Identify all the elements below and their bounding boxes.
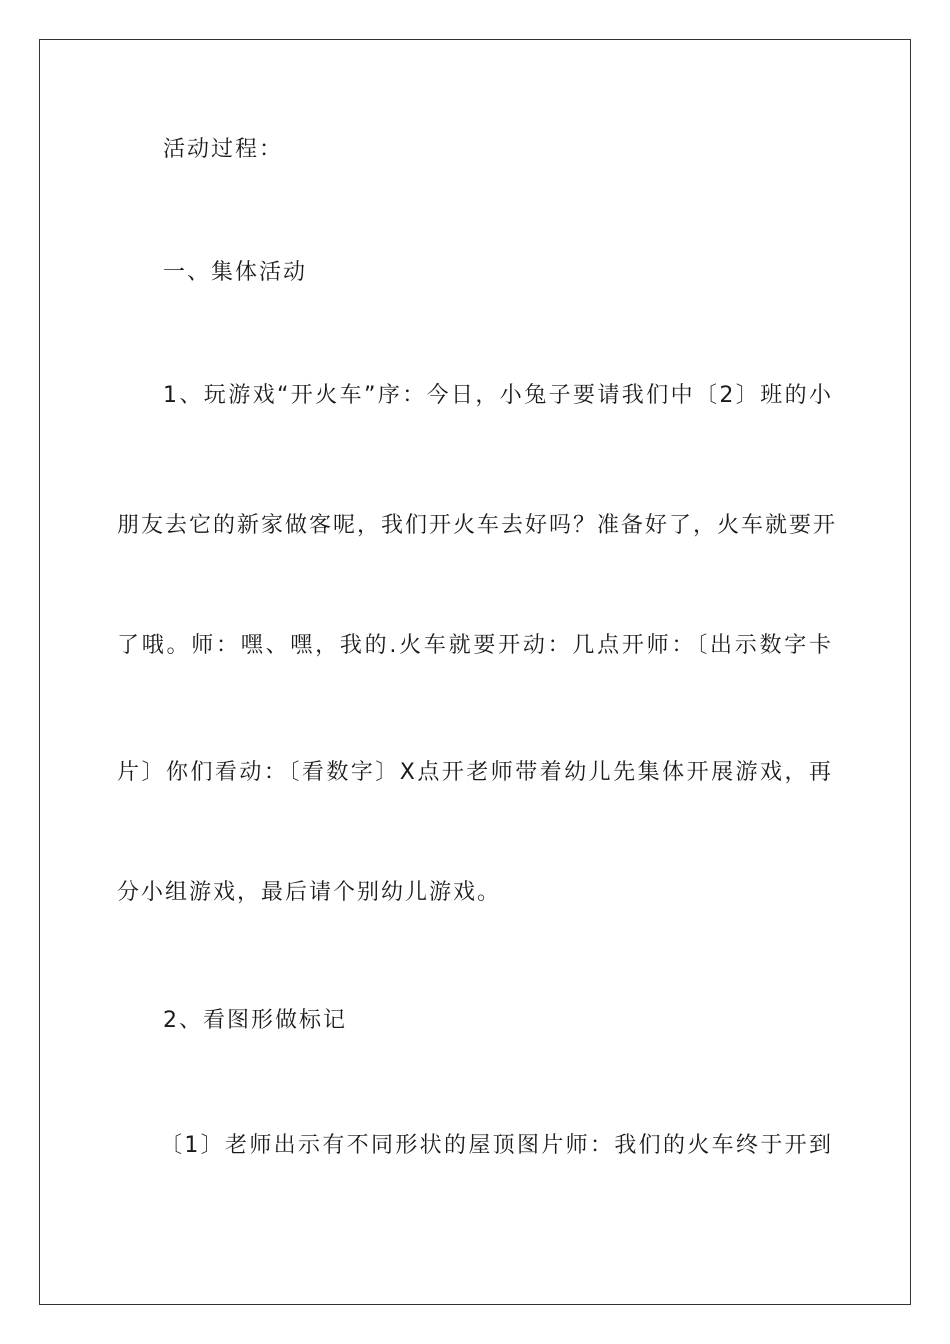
paragraph-line: 〔1〕老师出示有不同形状的屋顶图片师：我们的火车终于开到 [160,1133,833,1158]
paragraph-line: 分小组游戏，最后请个别幼儿游戏。 [117,880,502,905]
paragraph-line: 片〕你们看动：〔看数字〕X点开老师带着幼儿先集体开展游戏，再 [117,760,833,785]
paragraph-line: 1、玩游戏“开火车”序：今日，小兔子要请我们中〔2〕班的小 [163,383,833,408]
section-heading-group-activity: 一、集体活动 [163,260,308,285]
section-heading-process: 活动过程： [163,137,284,162]
page-frame [39,39,911,1305]
paragraph-line: 朋友去它的新家做客呢，我们开火车去好吗？准备好了，火车就要开 [117,513,838,538]
subsection-heading: 2、看图形做标记 [163,1008,347,1033]
paragraph-line: 了哦。师：嘿、嘿，我的.火车就要开动：几点开师：〔出示数字卡 [117,633,833,658]
